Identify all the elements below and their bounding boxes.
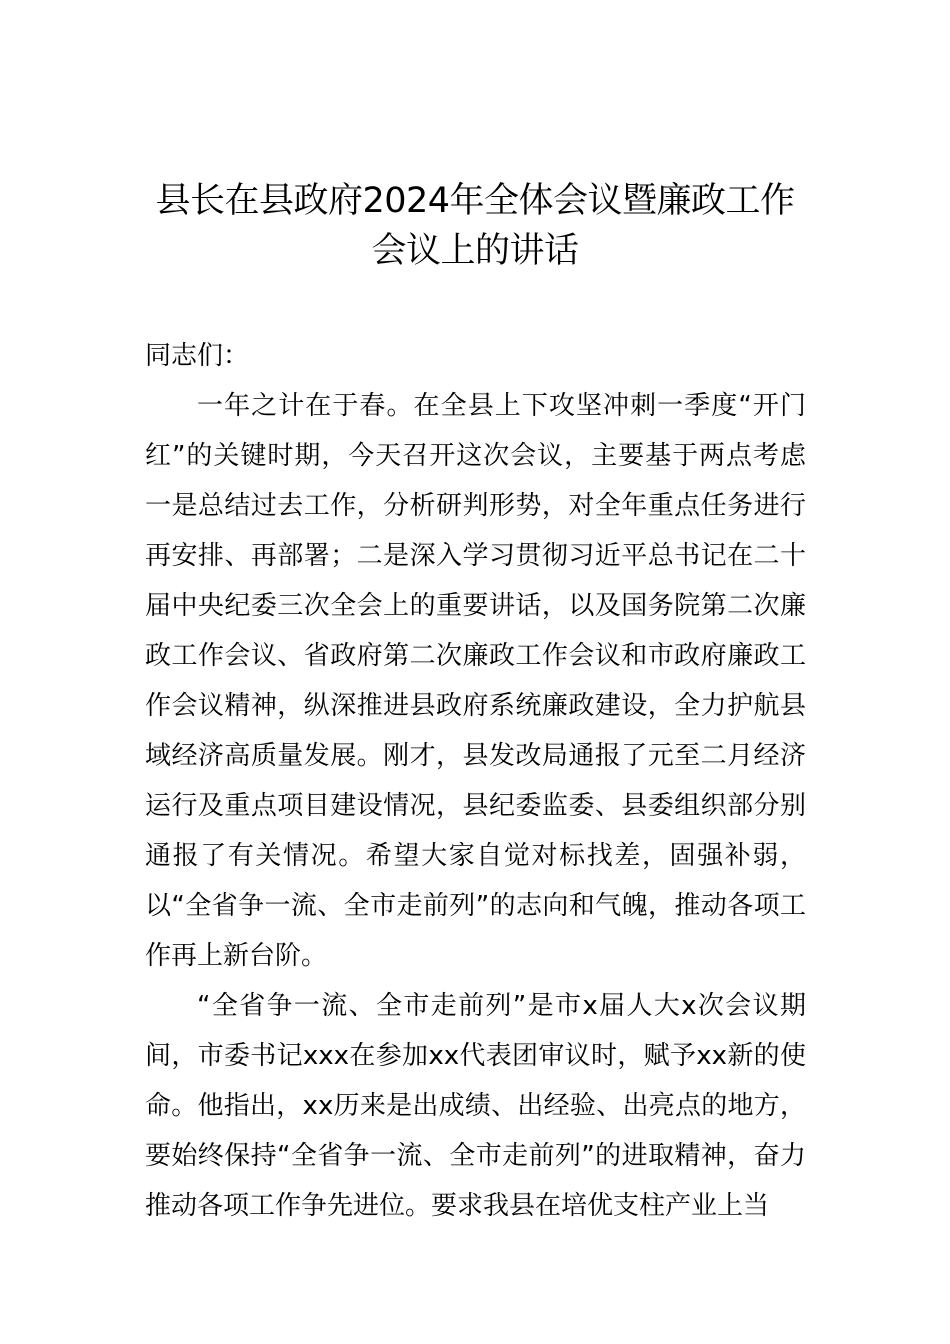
title-line-1: 县长在县政府2024年全体会议暨廉政工作 <box>155 181 795 221</box>
body-paragraph-1: 一年之计在于春。在全县上下攻坚冲刺一季度“开门红”的关键时期，今天召开这次会议，主要基于两点考虑一是总结过去工作，分析研判形势，对全年重点任务进行再安排、再部署；二是深入学习贯彻习近平总书记在二十届中央纪委三次全会上的重要讲话，以及国务院第二次廉政工作会议、省政府第二次廉政工作会议和市政府廉政工作会议精神，纵深推进县政府系统廉政建设，全力护航县域经济高质量发展。刚才，县发改局通报了元至二月经济运行及重点项目建设情况，县纪委监委、县委组织部分别通报了有关情况。希望大家自觉对标找差，固强补弱，以“全省争一流、全市走前列”的志向和气魄，推动各项工作再上新台阶。 <box>145 391 806 971</box>
title-line-2: 会议上的讲话 <box>371 231 579 271</box>
salutation: 同志们： <box>145 341 250 371</box>
body-paragraph-2: “全省争一流、全市走前列”是市x届人大x次会议期间，市委书记xxx在参加xx代表团审议时，赋予xx新的使命。他指出，xx历来是出成绩、出经验、出亮点的地方，要始终保持“全省争一流、全市走前列”的进取精神，奋力推动各项工作争先进位。要求我县在培优支柱产业上当 <box>145 991 806 1221</box>
document-body <box>145 331 806 1231</box>
document-title <box>100 176 850 276</box>
